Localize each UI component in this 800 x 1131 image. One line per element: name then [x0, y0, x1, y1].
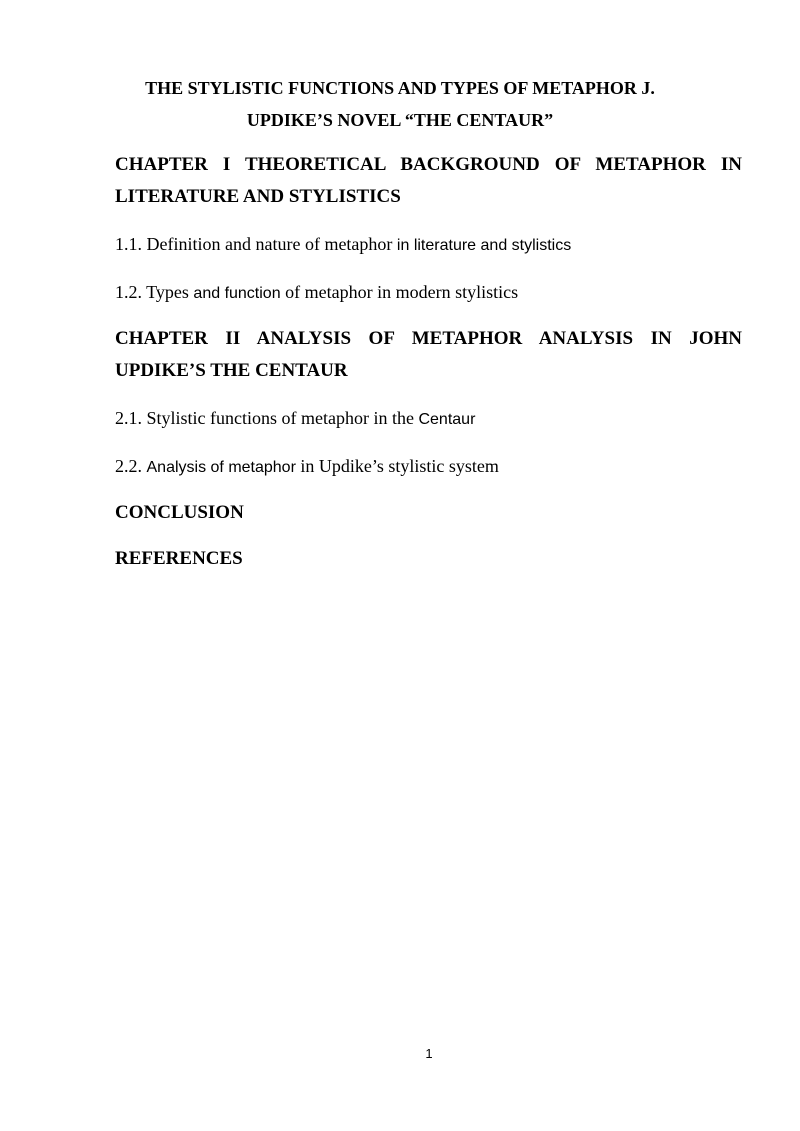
- toc-item-2-2-text: 2.2.: [115, 456, 147, 476]
- toc-item-1-2-text: 1.2. Types: [115, 282, 194, 302]
- chapter-2-heading: [115, 323, 742, 387]
- chapter-1-heading-line-1: CHAPTER I THEORETICAL BACKGROUND OF METAPHOR IN: [115, 154, 742, 175]
- references-heading: REFERENCES: [115, 548, 243, 569]
- toc-item-1-2-text-tail: of metaphor in modern stylistics: [280, 282, 519, 302]
- toc-item-1-2: [115, 280, 518, 306]
- chapter-2-heading-line-2: UPDIKE’S THE CENTAUR: [115, 360, 348, 381]
- toc-item-1-1: [115, 232, 571, 258]
- toc-item-2-1-text-sans: Centaur: [418, 411, 476, 428]
- page-number: 1: [425, 1046, 433, 1061]
- chapter-1-heading: [115, 149, 742, 213]
- chapter-2-heading-line-1: CHAPTER II ANALYSIS OF METAPHOR ANALYSIS IN JOHN: [115, 328, 742, 349]
- toc-item-1-2-text-sans: and function: [193, 285, 281, 302]
- toc-item-2-1: [115, 406, 475, 432]
- toc-item-1-1-text-sans: in literature and stylistics: [396, 237, 572, 254]
- conclusion-heading: CONCLUSION: [115, 502, 244, 523]
- toc-item-1-1-text: 1.1. Definition and nature of metaphor: [115, 234, 397, 254]
- document-title-line-2: UPDIKE’S NOVEL “THE CENTAUR”: [246, 110, 554, 130]
- toc-item-2-2-text-tail: in Updike’s stylistic system: [295, 456, 499, 476]
- toc-item-2-2: [115, 454, 499, 480]
- document-title-line-1: THE STYLISTIC FUNCTIONS AND TYPES OF METAPHOR J.: [145, 78, 655, 98]
- toc-item-2-1-text: 2.1. Stylistic functions of metaphor in the: [115, 408, 419, 428]
- toc-item-2-2-text-sans: Analysis of metaphor: [146, 459, 296, 476]
- chapter-1-heading-line-2: LITERATURE AND STYLISTICS: [115, 186, 401, 207]
